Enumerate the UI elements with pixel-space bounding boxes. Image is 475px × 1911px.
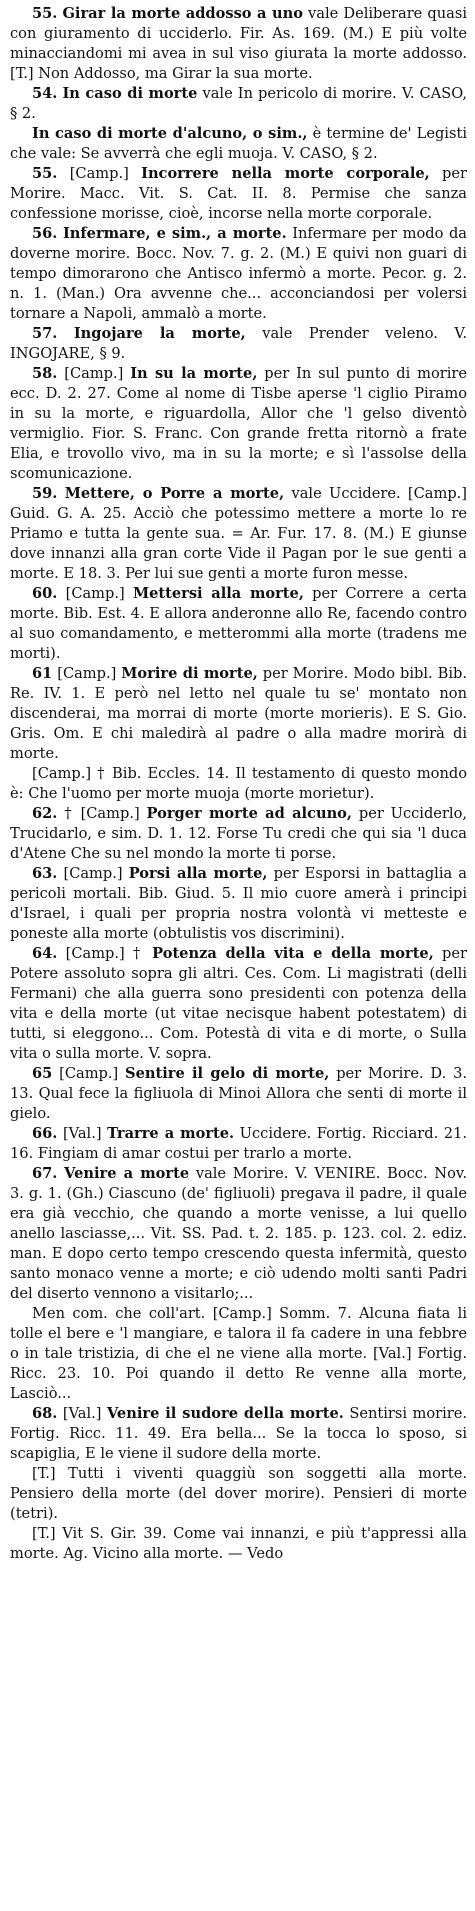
entry-headword: Infermare, e sim., a morte.	[62, 225, 287, 242]
entry-body: vale Prender veleno. V. INGOJARE, § 9.	[10, 325, 467, 362]
entry-headword: Mettersi alla morte,	[132, 585, 304, 602]
entry-65	[10, 1064, 467, 1124]
entry-body: vale In pericolo di morire. V. CASO, § 2.	[10, 85, 467, 122]
entry-number: 56.	[32, 225, 58, 242]
entry-body: Vit S. Gir. 39. Come vai innanzi, e più t'appressi alla morte. Ag. Vicino alla morte. — Vedo	[10, 1525, 467, 1562]
entry-58	[10, 364, 467, 484]
entry-number: 64.	[32, 945, 58, 962]
entry-61	[10, 664, 467, 764]
entry-body: vale Morire. V. VENIRE. Bocc. Nov. 3. g. 1. (Gh.) Ciascuno (de' figliuoli) pregava il padre, il quale era già vecchio, che quando a morte venisse, a lui quello anello lasciasse,... Vit. SS. Pad. t. 2. 185. p. 123. col. 2. ediz. man. E dopo certo tempo crescendo questa infermità, questo santo monaco venne a morte; e ciò udendo molti santi Padri del diserto vennono a visitarlo;...	[10, 1165, 468, 1302]
entry-number: 54.	[32, 85, 58, 102]
entry-body: Infermare per modo da doverne morire. Bocc. Nov. 7. g. 2. (M.) E quivi non guari di tempo dimorarono che Antisco infermò a morte. Pecor. g. 2. n. 1. (Man.) Ora avvenne che... acconciandosi per volersi tornare a Napoli, ammalò a morte.	[10, 225, 468, 322]
entry-number: 59.	[32, 485, 58, 502]
entry-body: per Ucciderlo, Trucidarlo, e sim. D. 1. 12. Forse Tu credi che qui sia 'l duca d'Atene Che su nel mondo la morte ti porse.	[10, 805, 468, 862]
entry-body: per In sul punto di morire ecc. D. 2. 27. Come al nome di Tisbe aperse 'l ciglio Piramo in su la morte, e riguardolla, Allor che 'l gelso diventò vermiglio. Fior. S. Franc. Con grande fretta ritornò a frate Elia, e trovollo vivo, ma in su la morte; e sì l'assolse della scomunicazione.	[10, 365, 467, 482]
entry-number: 62.	[32, 805, 58, 822]
entry-headword: Venire il sudore della morte.	[106, 1405, 344, 1422]
entry-number: 60.	[32, 585, 58, 602]
entry-60	[10, 584, 467, 664]
entry-source-tag: † [Camp.]	[64, 805, 140, 822]
entry-source-tag: [Camp.]	[32, 765, 92, 782]
entry-headword: Morire di morte,	[121, 665, 258, 682]
entry-number: 63.	[32, 865, 58, 882]
entry-number: 55.	[32, 165, 58, 182]
entry-56	[10, 224, 467, 324]
entry-68-sub-1	[10, 1464, 467, 1524]
entry-body: vale Deliberare quasi con giuramento di ucciderlo. Fir. As. 169. (M.) E più volte minacciandomi mi avea in sul viso giurata la morte addosso. [T.] Non Addosso, ma Girar la sua morte.	[10, 5, 467, 82]
entry-source-tag: [Camp.]	[64, 365, 124, 382]
entry-62	[10, 804, 467, 864]
entry-headword: In caso di morte d'alcuno, o sim.,	[32, 125, 308, 142]
entry-67	[10, 1164, 467, 1304]
entry-headword: In su la morte,	[130, 365, 258, 382]
entry-source-tag: [Camp.] †	[65, 945, 144, 962]
entry-source-tag: [Camp.]	[69, 165, 129, 182]
entry-source-tag: [T.]	[32, 1465, 56, 1482]
entry-headword: Porger morte ad alcuno,	[146, 805, 353, 822]
entry-67-sub	[10, 1304, 467, 1404]
entry-55a	[10, 4, 467, 84]
entry-headword: Sentire il gelo di morte,	[125, 1065, 330, 1082]
entry-body: per Potere assoluto sopra gli altri. Ces. Com. Li magistrati (delli Fermani) che alla guerra sono presidenti con potenza della vita e della morte (ut vitae necisque habent potestatem) di tutti, si eleggono... Com. Potestà di vita e di morte, o Sulla vita o sulla morte. V. sopra.	[10, 945, 468, 1062]
entry-body: per Morire. D. 3. 13. Qual fece la figliuola di Minoi Allora che senti di morte il gielo.	[10, 1065, 467, 1122]
entry-body: vale Uccidere. [Camp.] Guid. G. A. 25. Acciò che potessimo mettere a morte lo re Priamo e tutta la gente sua. = Ar. Fur. 17. 8. (M.) E giunse dove innanzi alla gran corte Vide il Pagan por le sue genti a morte. E 18. 3. Per lui sue genti a morte furon messe.	[10, 485, 467, 582]
entry-66	[10, 1124, 467, 1164]
entry-headword: Incorrere nella morte corporale,	[141, 165, 430, 182]
entry-headword: Girar la morte addosso a uno	[62, 5, 303, 22]
entry-number: 65	[32, 1065, 53, 1082]
entry-headword: Potenza della vita e della morte,	[152, 945, 434, 962]
entry-source-tag: [Val.]	[62, 1125, 102, 1142]
entry-source-tag: [Camp.]	[59, 1065, 119, 1082]
entry-number: 57.	[32, 325, 58, 342]
entry-headword: In caso di morte	[62, 85, 198, 102]
entry-headword: Mettere, o Porre a morte,	[64, 485, 285, 502]
entry-body: è termine de' Legisti che vale: Se avverrà che egli muoja. V. CASO, § 2.	[10, 125, 468, 162]
entry-body: per Morire. Macc. Vit. S. Cat. II. 8. Permise che sanza confessione morisse, cioè, incorse nella morte corporale.	[10, 165, 468, 222]
entry-body: Tutti i viventi quaggiù son soggetti alla morte. Pensiero della morte (del dover morire). Pensieri di morte (tetri).	[10, 1465, 467, 1522]
entry-source-tag: [Camp.]	[57, 665, 117, 682]
entry-68-sub-2	[10, 1524, 467, 1564]
entry-source-tag: [Camp.]	[65, 585, 125, 602]
entry-number: 58.	[32, 365, 58, 382]
entry-number: 61	[32, 665, 53, 682]
entry-number: 68.	[32, 1405, 58, 1422]
entry-54	[10, 84, 467, 124]
entry-source-tag: [Val.]	[62, 1405, 102, 1422]
entry-55b	[10, 164, 467, 224]
entry-headword: Ingojare la morte,	[73, 325, 246, 342]
entry-number: 55.	[32, 5, 58, 22]
entry-68	[10, 1404, 467, 1464]
entry-61-sub	[10, 764, 467, 804]
entry-number: 66.	[32, 1125, 58, 1142]
entry-number: 67.	[32, 1165, 58, 1182]
entry-body: † Bib. Eccles. 14. Il testamento di questo mondo è: Che l'uomo per morte muoja (morte morietur).	[10, 765, 467, 802]
entry-headword: Venire a morte	[64, 1165, 190, 1182]
entry-body: per Morire. Modo bibl. Bib. Re. IV. 1. E però nel letto nel quale tu se' montato non discenderai, ma morrai di morte (morte morieris). E S. Gio. Gris. Om. E chi maledirà al padre o alla madre morirà di morte.	[10, 665, 467, 762]
entry-source-tag: [T.]	[32, 1525, 56, 1542]
entry-54-sub	[10, 124, 467, 164]
entry-59	[10, 484, 467, 584]
entry-body: per Esporsi in battaglia a pericoli mortali. Bib. Giud. 5. Il mio cuore amerà i principi d'Israel, i quali per propria nostra volontà vi metteste e poneste alla morte (obtulistis vos discrimini).	[10, 865, 468, 942]
entry-57	[10, 324, 467, 364]
entry-63	[10, 864, 467, 944]
entry-body: Men com. che coll'art. [Camp.] Somm. 7. Alcuna fiata li tolle el bere e 'l mangiare, e talora il fa cadere in una febbre o in tale tristizia, di che el ne viene alla morte. [Val.] Fortig. Ricc. 23. 10. Poi quando il detto Re venne alla morte, Lasciò...	[10, 1305, 467, 1402]
entry-body: per Correre a certa morte. Bib. Est. 4. E allora anderonne allo Re, facendo contro al suo comandamento, e metterommi alla morte (tradens me morti).	[10, 585, 468, 662]
entry-body: Uccidere. Fortig. Ricciard. 21. 16. Fingiam di amar costui per trarlo a morte.	[10, 1125, 468, 1162]
entry-headword: Trarre a morte.	[107, 1125, 235, 1142]
entry-body: Sentirsi morire. Fortig. Ricc. 11. 49. Era bella... Se la tocca lo sposo, si scapiglia, E le viene il sudore della morte.	[10, 1405, 468, 1462]
entry-headword: Porsi alla morte,	[128, 865, 268, 882]
entry-64	[10, 944, 467, 1064]
entry-source-tag: [Camp.]	[63, 865, 123, 882]
